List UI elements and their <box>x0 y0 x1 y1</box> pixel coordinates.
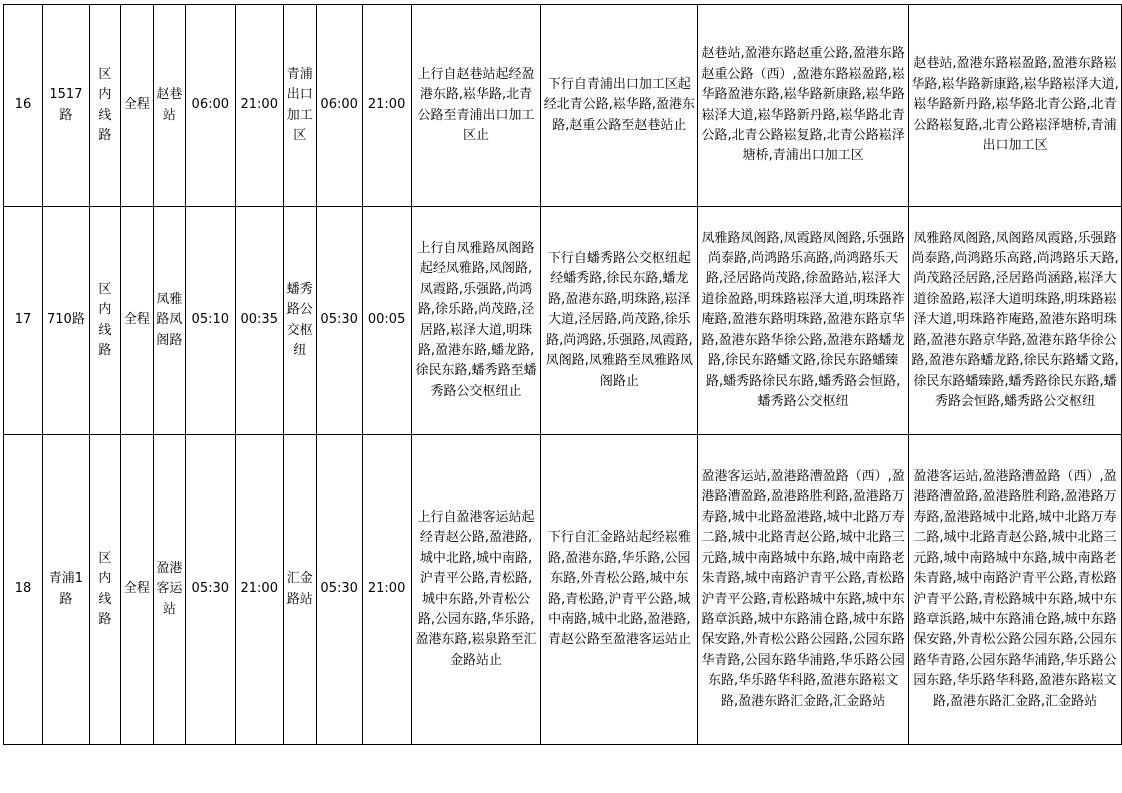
up-direction-stops-cell: 盈港客运站,盈港路漕盈路（西）,盈港路漕盈路,盈港路胜利路,盈港路万寿路,城中北路盈港路,城中北路万寿二路,城中北路青赵公路,城中北路三元路,城中南路城中东路,城中南路老朱青路,城中南路沪青平公路,青松路沪青平公路,青松路城中东路,城中东路章浜路,城中东路浦仓路,城中东路保安路,外青松公路公园路,公园东路华青路,公园东路华浦路,华乐路公园东路,华乐路华科路,盈港东路崧文路,盈港东路汇金路,汇金路站 <box>698 435 909 745</box>
origin-last-bus-cell: 21:00 <box>235 435 283 745</box>
up-direction-stops-cell: 赵巷站,盈港东路赵重公路,盈港东路赵重公路（西）,盈港东路崧盈路,崧华路盈港东路,崧华路新康路,崧华路崧泽大道,崧华路新丹路,崧华路北青公路,北青公路崧复路,北青公路崧泽塘桥,青浦出口加工区 <box>698 5 909 207</box>
segment-cell: 全程 <box>120 207 153 435</box>
terminal-station-cell: 青浦出口加工区 <box>283 5 316 207</box>
up-direction-route-cell: 上行自凤雅路凤阁路起经凤雅路,凤阁路,凤霞路,乐强路,尚鸿路,徐乐路,尚茂路,泾居路,崧泽大道,明珠路,盈港东路,蟠龙路,徐民东路,蟠秀路至蟠秀路公交枢纽止 <box>411 207 541 435</box>
seq-cell: 18 <box>4 435 43 745</box>
origin-station-cell: 赵巷站 <box>153 5 185 207</box>
origin-station-cell: 凤雅路凤阁路 <box>153 207 185 435</box>
table-row <box>4 207 1122 435</box>
route-type-cell: 区内线路 <box>89 435 120 745</box>
terminal-first-bus-cell: 05:30 <box>316 435 362 745</box>
up-direction-route-cell: 上行自盈港客运站起经青赵公路,盈港路,城中北路,城中南路,沪青平公路,青松路,城中东路,外青松公路,公园东路,华乐路,盈港东路,崧泉路至汇金路站止 <box>411 435 541 745</box>
down-direction-route-cell: 下行自青浦出口加工区起经北青公路,崧华路,盈港东路,赵重公路至赵巷站止 <box>541 5 698 207</box>
down-direction-route-cell: 下行自汇金路站起经崧雅路,盈港东路,华乐路,公园东路,外青松公路,城中东路,青松路,沪青平公路,城中南路,城中北路,盈港路,青赵公路至盈港客运站止 <box>541 435 698 745</box>
down-direction-stops-cell: 凤雅路凤阁路,凤阁路凤霞路,乐强路尚泰路,尚鸿路乐高路,尚鸿路乐天路,尚茂路泾居路,泾居路尚涵路,崧泽大道徐盈路,崧泽大道明珠路,明珠路崧泽大道,明珠路祚庵路,盈港东路明珠路,盈港东路京华路,盈港东路华徐公路,盈港东路蟠龙路,徐民东路蟠文路,徐民东路蟠臻路,蟠秀路徐民东路,蟠秀路会恒路,蟠秀路公交枢纽 <box>909 207 1122 435</box>
origin-last-bus-cell: 00:35 <box>235 207 283 435</box>
terminal-last-bus-cell: 21:00 <box>362 5 411 207</box>
table-row <box>4 435 1122 745</box>
origin-station-cell: 盈港客运站 <box>153 435 185 745</box>
table-row <box>4 5 1122 207</box>
seq-cell: 17 <box>4 207 43 435</box>
terminal-first-bus-cell: 05:30 <box>316 207 362 435</box>
down-direction-stops-cell: 赵巷站,盈港东路崧盈路,盈港东路崧华路,崧华路新康路,崧华路崧泽大道,崧华路新丹路,崧华路北青公路,北青公路崧复路,北青公路崧泽塘桥,青浦出口加工区 <box>909 5 1122 207</box>
route-name-cell: 青浦1路 <box>42 435 89 745</box>
terminal-station-cell: 汇金路站 <box>283 435 316 745</box>
origin-first-bus-cell: 05:30 <box>185 435 235 745</box>
down-direction-route-cell: 下行自蟠秀路公交枢纽起经蟠秀路,徐民东路,蟠龙路,盈港东路,明珠路,崧泽大道,泾居路,尚茂路,徐乐路,尚鸿路,乐强路,凤霞路,凤阁路,凤雅路至凤雅路凤阁路止 <box>541 207 698 435</box>
origin-first-bus-cell: 06:00 <box>185 5 235 207</box>
origin-first-bus-cell: 05:10 <box>185 207 235 435</box>
origin-last-bus-cell: 21:00 <box>235 5 283 207</box>
up-direction-stops-cell: 凤雅路凤阁路,凤霞路凤阁路,乐强路尚泰路,尚鸿路乐高路,尚鸿路乐天路,泾居路尚茂路,徐盈路站,崧泽大道徐盈路,明珠路崧泽大道,明珠路祚庵路,盈港东路明珠路,盈港东路京华路,盈港东路华徐公路,盈港东路蟠龙路,徐民东路蟠文路,徐民东路蟠臻路,蟠秀路徐民东路,蟠秀路会恒路,蟠秀路公交枢纽 <box>698 207 909 435</box>
route-type-cell: 区内线路 <box>89 207 120 435</box>
up-direction-route-cell: 上行自赵巷站起经盈港东路,崧华路,北青公路至青浦出口加工区止 <box>411 5 541 207</box>
route-type-cell: 区内线路 <box>89 5 120 207</box>
segment-cell: 全程 <box>120 435 153 745</box>
bus-route-table <box>3 4 1122 745</box>
terminal-last-bus-cell: 00:05 <box>362 207 411 435</box>
terminal-last-bus-cell: 21:00 <box>362 435 411 745</box>
segment-cell: 全程 <box>120 5 153 207</box>
down-direction-stops-cell: 盈港客运站,盈港路漕盈路（西）,盈港路漕盈路,盈港路胜利路,盈港路万寿路,盈港路城中北路,城中北路万寿二路,城中北路青赵公路,城中北路三元路,城中南路城中东路,城中南路老朱青路,城中南路沪青平公路,青松路沪青平公路,青松路城中东路,城中东路章浜路,城中东路浦仓路,城中东路保安路,外青松公路公园东路,公园东路华青路,公园东路华浦路,华乐路公园东路,华乐路华科路,盈港东路崧文路,盈港东路汇金路,汇金路站 <box>909 435 1122 745</box>
route-name-cell: 1517路 <box>42 5 89 207</box>
route-name-cell: 710路 <box>42 207 89 435</box>
seq-cell: 16 <box>4 5 43 207</box>
terminal-first-bus-cell: 06:00 <box>316 5 362 207</box>
terminal-station-cell: 蟠秀路公交枢纽 <box>283 207 316 435</box>
